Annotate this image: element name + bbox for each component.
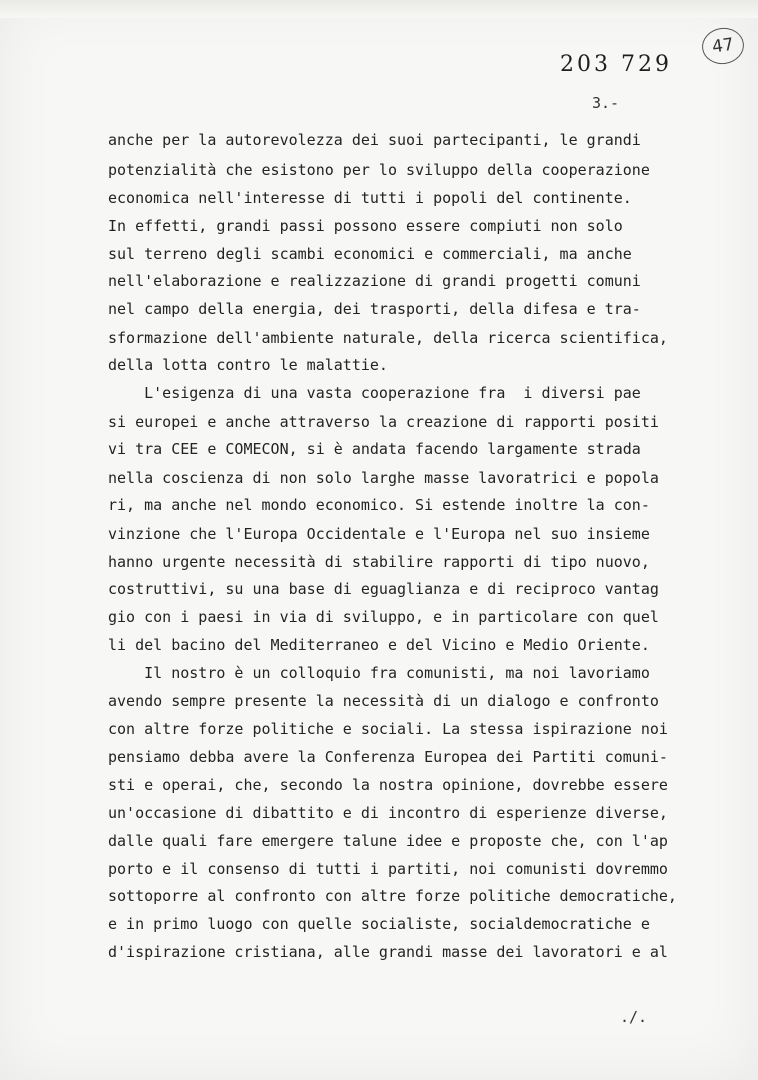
text-line: vinzione che l'Europa Occidentale e l'Europa nel suo insieme — [108, 525, 650, 543]
text-line: nel campo della energia, dei trasporti, della difesa e tra- — [108, 300, 641, 318]
text-line: con altre forze politiche e sociali. La stessa ispirazione noi — [108, 720, 668, 738]
text-line: porto e il consenso di tutti i partiti, noi comunisti dovremmo — [108, 860, 668, 878]
text-line: nella coscienza di non solo larghe masse lavoratrici e popola — [108, 469, 659, 487]
page-stamp: 47 — [700, 25, 747, 66]
text-line: nell'elaborazione e realizzazione di grandi progetti comuni — [108, 272, 641, 290]
text-line: economica nell'interesse di tutti i popoli del continente. — [108, 189, 632, 207]
text-line: e in primo luogo con quelle socialiste, socialdemocratiche e — [108, 915, 650, 933]
text-line: dalle quali fare emergere talune idee e proposte che, con l'ap — [108, 832, 668, 850]
text-line: avendo sempre presente la necessità di un dialogo e confronto — [108, 692, 659, 710]
text-line: Il nostro è un colloquio fra comunisti, ma noi lavoriamo — [108, 664, 650, 682]
text-line: d'ispirazione cristiana, alle grandi masse dei lavoratori e al — [108, 943, 668, 961]
text-line: costruttivi, su una base di eguaglianza e di reciproco vantag — [108, 580, 659, 598]
text-line: hanno urgente necessità di stabilire rapporti di tipo nuovo, — [108, 553, 650, 571]
page-top-edge — [0, 0, 758, 18]
text-line: potenzialità che esistono per lo sviluppo della cooperazione — [108, 161, 650, 179]
text-line: In effetti, grandi passi possono essere compiuti non solo — [108, 217, 623, 235]
document-number: 203 729 — [560, 52, 672, 77]
text-line: pensiamo debba avere la Conferenza Europea dei Partiti comuni- — [108, 748, 668, 766]
text-line: un'occasione di dibattito e di incontro di esperienze diverse, — [108, 804, 668, 822]
text-line: vi tra CEE e COMECON, si è andata facendo largamente strada — [108, 440, 641, 458]
text-line: si europei e anche attraverso la creazione di rapporti positi — [108, 413, 659, 431]
continuation-mark: ./. — [620, 1008, 648, 1026]
text-line: gio con i paesi in via di sviluppo, e in particolare con quel — [108, 608, 659, 626]
text-line: sformazione dell'ambiente naturale, della ricerca scientifica, — [108, 329, 668, 347]
text-line: ri, ma anche nel mondo economico. Si estende inoltre la con- — [108, 496, 650, 514]
text-line: li del bacino del Mediterraneo e del Vicino e Medio Oriente. — [108, 636, 650, 654]
text-line: sottoporre al confronto con altre forze politiche democratiche, — [108, 887, 677, 905]
page-number: 3.- — [592, 94, 620, 112]
text-line: L'esigenza di una vasta cooperazione fra i diversi pae — [108, 384, 641, 402]
text-line: sul terreno degli scambi economici e commerciali, ma anche — [108, 245, 632, 263]
text-line: anche per la autorevolezza dei suoi partecipanti, le grandi — [108, 131, 641, 149]
text-line: della lotta contro le malattie. — [108, 356, 388, 374]
text-line: sti e operai, che, secondo la nostra opinione, dovrebbe essere — [108, 776, 668, 794]
